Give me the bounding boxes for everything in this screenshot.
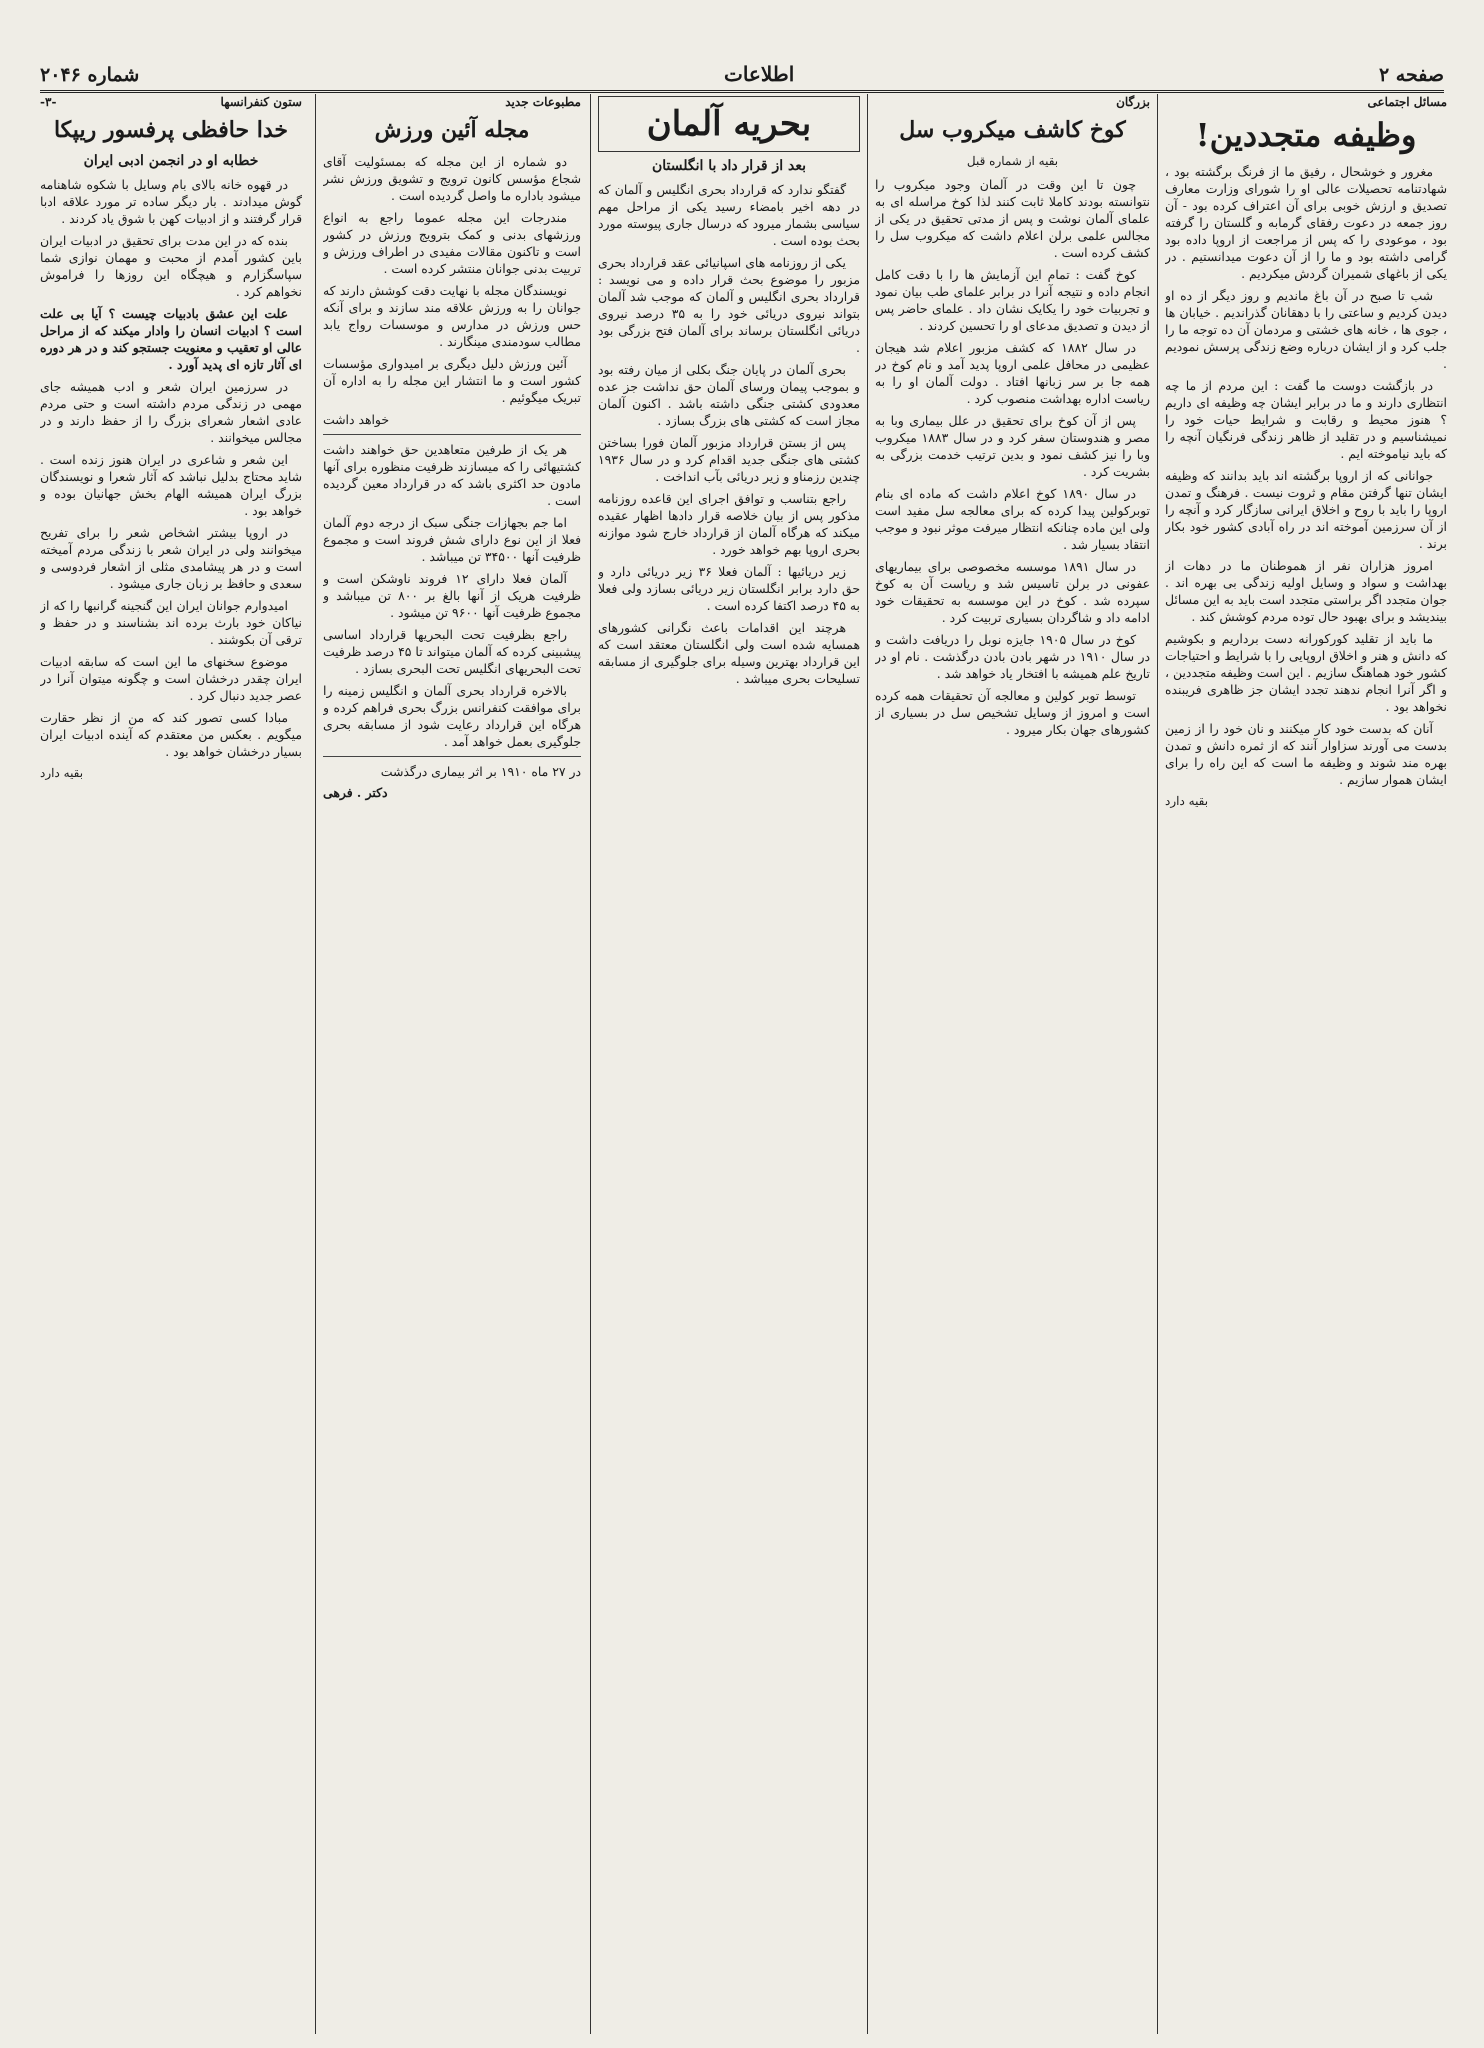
author-signature: دکتر . فرهی [323, 785, 388, 800]
continued-note: بقیه دارد [40, 766, 84, 780]
issue-number: شماره ۲۰۴۶ [40, 64, 140, 86]
paragraph: امروز هزاران نفر از هموطنان ما در دهات از بهداشت و سواد و وسایل اولیه زندگی بی بهره اند . جوان متجدد اگر براستی متجدد است باید به این مسائل بیندیشد و برای بهبود حال توده مردم کوشش کند . [1165, 558, 1447, 624]
section-divider [323, 756, 581, 757]
paper-name: اطلاعات [724, 62, 795, 86]
paragraph: شب تا صبح در آن باغ ماندیم و روز دیگر از ده او دیدن کردیم و ساعتی را با دهقانان گذراندیم . خیابان ها ، جوی ها ، خانه های خشتی و مردمان آن ده توجه ما را جلب کرد و از ایشان درباره وضع زندگی پرسش نمودیم . [1165, 288, 1447, 371]
paragraph: امیدوارم جوانان ایران این گنجینه گرانبها را که از نیاکان خود بارث برده اند بشناسند و در حفظ و ترقی آن بکوشند . [40, 598, 302, 647]
paragraph: کوخ در سال ۱۹۰۵ جایزه نوبل را دریافت داشت و در سال ۱۹۱۰ در شهر بادن بادن درگذشت . نام او در تاریخ علم همیشه با افتخار یاد خواهد شد . [875, 632, 1150, 681]
paragraph: هر یک از طرفین متعاهدین حق خواهند داشت کشتیهائی را که میسازند ظرفیت منظوره برای آنها مادون حد اکثری باشد که در قرارداد معین گردیده است . [323, 442, 581, 508]
column-rule [1157, 94, 1158, 2034]
paragraph: دو شماره از این مجله که بمسئولیت آقای شجاع مؤسس کانون ترویج و تشویق ورزش نشر میشود باداره ما واصل گردیده است . [323, 154, 581, 203]
article-body [1165, 163, 1447, 788]
paragraph: اما جم بجهازات جنگی سبک از درجه دوم آلمان فعلا از این نوع دارای شش فروند است و مجموع ظرفیت آنها ۳۴۵۰۰ تن میباشد . [323, 515, 581, 564]
paragraph: گفتگو ندارد که قرارداد بحری انگلیس و آلمان که در دهه اخیر بامضاء رسید یکی از مراحل مهم سیاسی بشمار میرود که درسال جاری پیوسته مورد بحث بوده است . [598, 182, 860, 248]
paragraph: در اروپا بیشتر اشخاص شعر را برای تفریح میخوانند ولی در ایران شعر با زندگی مردم آمیخته است و در هر پیشامدی مثلی از اشعار فردوسی و سعدی و حافظ بر زبان جاری میشود . [40, 525, 302, 591]
column-rule [590, 94, 591, 2034]
section-kicker: مطبوعات جدید [505, 95, 581, 109]
paragraph: بنده که در این مدت برای تحقیق در ادبیات ایران باین کشور آمدم از محبت و مهمان نوازی شما سپاسگزارم و هیچگاه این روزها را فراموش نخواهم کرد . [40, 233, 302, 299]
paragraph: کوخ گفت : تمام این آزمایش ها را با دقت کامل انجام داده و نتیجه آنرا در برابر علمای طب بیان نمود و تجربیات خود را یکایک نشان داد . علمای حاضر پس از دیدن و تصدیق مدعای او را تحسین کردند . [875, 267, 1150, 333]
column-koch-article [875, 94, 1150, 2034]
paragraph: یکی از روزنامه های اسپانیائی عقد قرارداد بحری مزبور را موضوع بحث قرار داده و می نویسد : قرارداد بحری انگلیس و آلمان که موجب شد آلمان بتواند نیروی دریائی خود را به ۳۵ درصد نیروی دریائی انگلستان برساند برای آلمان فتح بزرگی بود . [598, 255, 860, 355]
paragraph: مندرجات این مجله عموما راجع به انواع ورزشهای بدنی و کمک بترویج ورزش در کشور است و تاکنون مقالات مفیدی در اطراف ورزش و تربیت بدنی جوانان منتشر کرده است . [323, 210, 581, 276]
article-title: بحریه آلمان [598, 96, 860, 152]
paragraph: آلمان فعلا دارای ۱۲ فروند ناوشکن است و ظرفیت هریک از آنها بالغ بر ۸۰۰ تن میباشد و مجموع ظرفیت آنها ۹۶۰۰ تن میشود . [323, 571, 581, 620]
section-header [40, 94, 302, 111]
paragraph: راجع بتناسب و توافق اجرای این قاعده روزنامه مذکور پس از بیان خلاصه قرار دادها اظهار عقیده میکند که هرگاه آلمان از قرارداد خارج شود موازنه بحری اروپا بهم خواهد خورد . [598, 491, 860, 557]
paragraph: این شعر و شاعری در ایران هنوز زنده است . شاید محتاج بدلیل نباشد که آثار شعرا و نویسندگان بزرگ ایران همیشه الهام بخش جهانیان بوده و خواهد بود . [40, 452, 302, 518]
installment-number: -۳- [40, 95, 57, 109]
paragraph: توسط توبر کولین و معالجه آن تحقیقات همه کرده است و امروز از وسایل تشخیص سل در بسیاری از کشورهای جهان بکار میرود . [875, 688, 1150, 737]
article-title: مجله آئین ورزش [374, 117, 530, 143]
section-kicker: مسائل اجتماعی [1367, 95, 1447, 109]
article-body [598, 181, 860, 687]
column-sports-magazine [323, 94, 581, 2034]
paragraph: چون تا این وقت در آلمان وجود میکروب را نتوانسته بودند کاملا ثابت کنند لذا کوخ مراسله ای به علمای آلمان نوشت و پس از مدتی تحقیق در یکی از مجالس علمی برلن اعلام داشت که میکروب سل را کشف کرده است . [875, 177, 1150, 260]
paragraph: بالاخره قرارداد بحری آلمان و انگلیس زمینه را برای موافقت کنفرانس بزرگ بحری فراهم کرده و هرگاه این قرارداد رعایت شود از مسابقه بحری جلوگیری بعمل خواهد آمد . [323, 683, 581, 749]
article-title: کوخ کاشف میکروب سل [899, 117, 1126, 143]
column-conferences [40, 94, 302, 2034]
article-title: وظیفه متجددین! [1195, 116, 1417, 154]
navy-continuation [323, 441, 581, 750]
masthead [40, 52, 1444, 93]
paragraph: در بازگشت دوست ما گفت : این مردم از ما چه انتظاری دارند و ما در برابر ایشان چه وظیفه ای داریم ؟ هنوز محیط و رقابت و شرایط حیات خود را نمیشناسیم و در تقلید از ظاهر زندگی فرنگیان آنچه را که باید نیاموخته ایم . [1165, 378, 1447, 461]
page-number: صفحه ۲ [1378, 64, 1444, 86]
paragraph: جوانانی که از اروپا برگشته اند باید بدانند که وظیفه ایشان تنها گرفتن مقام و ثروت نیست . فرهنگ و تمدن اروپا را باید با روح و اخلاق ایرانی سازگار کرد و آنچه را از آن سرزمین آموخته اند در راه آبادی کشور خود بکار برند . [1165, 468, 1447, 551]
paragraph: هرچند این اقدامات باعث نگرانی کشورهای همسایه شده است ولی انگلستان معتقد است که این قرارداد بهترین وسیله برای جلوگیری از مسابقه تسلیحات بحری میباشد . [598, 620, 860, 686]
column-social-issues [1165, 94, 1447, 2034]
paragraph: پس از بستن قرارداد مزبور آلمان فورا بساختن کشتی های جنگی جدید اقدام کرد و در سال ۱۹۳۶ چندین رزمناو و زیر دریائی بآب انداخت . [598, 435, 860, 484]
article-title: خدا حافظی پرفسور ریپکا [53, 117, 289, 143]
paragraph: در سال ۱۸۸۲ که کشف مزبور اعلام شد هیجان عظیمی در محافل علمی اروپا پدید آمد و نام کوخ در همه جا بر سر زبانها افتاد . دولت آلمان او را به ریاست اداره بهداشت منصوب کرد . [875, 340, 1150, 406]
article-body [875, 176, 1150, 738]
article-lead: بقیه از شماره قبل [966, 154, 1059, 168]
paragraph: آئین ورزش دلیل دیگری بر امیدواری مؤسسات کشور است و ما انتشار این مجله را به اداره آن تبریک میگوئیم . [323, 356, 581, 405]
paragraph: علت این عشق بادبیات چیست ؟ آیا بی علت است ؟ ادبیات انسان را وادار میکند که از مراحل عالی او تعقیب و معنویت جستجو کند و در هر دوره ای آثار تازه ای پدید آورد . [40, 306, 302, 372]
caption: در ۲۷ ماه ۱۹۱۰ بر اثر بیماری درگذشت [380, 764, 581, 779]
paragraph: در سرزمین ایران شعر و ادب همیشه جای مهمی در زندگی مردم داشته است و حتی مردم عادی اشعار شعرای بزرگ را از حفظ دارند و در مجالس میخوانند . [40, 379, 302, 445]
section-kicker: بزرگان [1116, 95, 1150, 109]
article-subtitle: بعد از قرار داد با انگلستان [651, 158, 807, 174]
paragraph: ما باید از تقلید کورکورانه دست برداریم و بکوشیم که دانش و هنر و اخلاق اروپایی را با شرایط و احتیاجات کشور خود هماهنگ سازیم . این است وظیفه متجددین ، و اگر آنرا انجام ندهند تجدد ایشان جز ظاهری فریبنده نخواهد بود . [1165, 631, 1447, 714]
article-subtitle: خطابه او در انجمن ادبی ایران [83, 153, 259, 169]
paragraph: در سال ۱۸۹۰ کوخ اعلام داشت که ماده ای بنام توبرکولین پیدا کرده که برای معالجه سل مفید است ولی این ماده چنانکه انتظار میرفت موثر نبود و موجب انتقاد بسیار شد . [875, 486, 1150, 552]
paragraph: مغرور و خوشحال ، رفیق ما از فرنگ برگشته بود ، شهادتنامه تحصیلات عالی او را شورای وزارت معارف تصدیق و ارزش خوبی برای آن اعتراف کرده بود - آن روز جمعه در دعوت رفقای گرمابه و گلستان را گرفته بود ، موعودی را که پس از مراجعت از اروپا داده بود گرامی داشته بود و ما را از آن دعوت میدانستیم . در یکی از باغهای شمیران گردش میکردیم . [1165, 164, 1447, 281]
paragraph: در سال ۱۸۹۱ موسسه مخصوصی برای بیماریهای عفونی در برلن تاسیس شد و ریاست آن به کوخ سپرده شد . کوخ در این موسسه به تحقیقات خود ادامه داد و شاگردان بسیاری تربیت کرد . [875, 559, 1150, 625]
paragraph: مبادا کسی تصور کند که من از نظر حقارت میگویم . بعکس من معتقدم که آینده ادبیات ایران بسیار درخشان خواهد بود . [40, 710, 302, 759]
column-rule [315, 94, 316, 2034]
paragraph: موضوع سخنهای ما این است که سابقه ادبیات ایران چقدر درخشان است و چگونه میتوان آنرا در عصر جدید دنبال کرد . [40, 654, 302, 703]
section-divider [323, 434, 581, 435]
paragraph: پس از آن کوخ برای تحقیق در علل بیماری وبا به مصر و هندوستان سفر کرد و در سال ۱۸۸۳ میکروب وبا را نیز کشف نمود و بدین ترتیب خدمت بزرگی به بشریت کرد . [875, 413, 1150, 479]
paragraph: در قهوه خانه بالای بام وسایل با شکوه شاهنامه گوش میدادند . بار دیگر ساده تر مورد علاقه ادبا قرار گرفتند و از ادبیات کهن با شوق یاد کردند . [40, 177, 302, 226]
paragraph: خواهد داشت [323, 412, 389, 427]
paragraph: بحری آلمان در پایان جنگ بکلی از میان رفته بود و بموجب پیمان ورسای آلمان حق نداشت جز عده معدودی کشتی جنگی داشته باشد . اکنون آلمان مجاز است که کشتی های بزرگ بسازد . [598, 362, 860, 428]
paragraph: زیر دریائیها : آلمان فعلا ۳۶ زیر دریائی دارد و حق دارد برابر انگلستان زیر دریائی بسازد ولی فعلا به ۴۵ درصد اکتفا کرده است . [598, 564, 860, 613]
column-german-navy [598, 94, 860, 2034]
paragraph: آنان که بدست خود کار میکنند و نان خود را از زمین بدست می آورند سزاوار آنند که از ثمره دانش و تمدن بهره مند شوند و وظیفه ما است که این راه را برای ایشان هموار سازیم . [1165, 721, 1447, 787]
paragraph: راجع بظرفیت تحت البحریها قرارداد اساسی پیشبینی کرده که آلمان میتواند تا ۴۵ درصد ظرفیت تحت البحریهای انگلیس تحت البحری بسازد . [323, 627, 581, 676]
article-body [40, 176, 302, 760]
paragraph: نویسندگان مجله با نهایت دقت کوشش دارند که جوانان را به ورزش علاقه مند سازند و برای آنکه حس ورزش در مدارس و موسسات رواج یابد مطالب سودمندی مینگارند . [323, 283, 581, 349]
column-rule [867, 94, 868, 2034]
continued-note: بقیه دارد [1165, 794, 1209, 808]
section-kicker: ستون کنفرانسها [220, 95, 302, 109]
article-body [323, 153, 581, 428]
